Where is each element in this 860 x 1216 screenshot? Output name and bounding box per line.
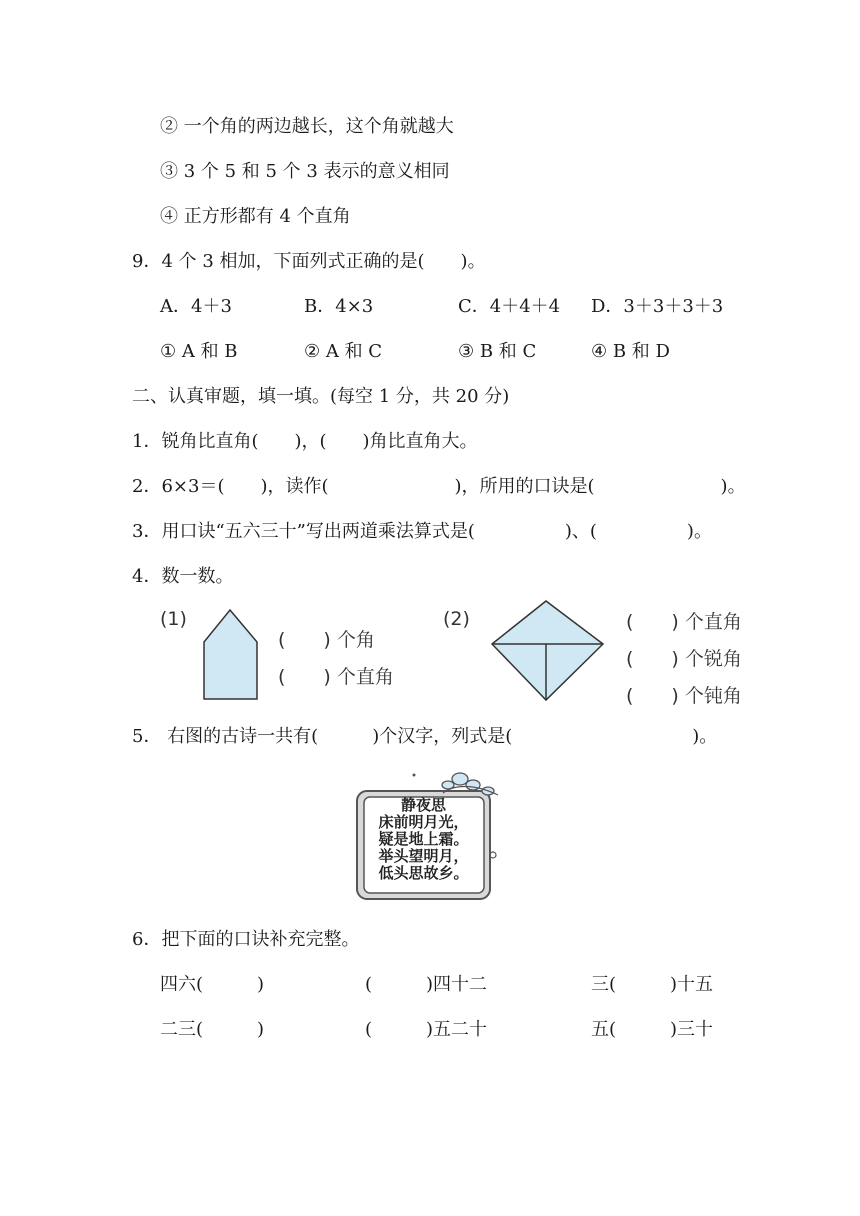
kite-figure [489,598,607,704]
q1: 1．锐角比直角( )，( )角比直角大。 [132,431,478,452]
q4-fig2-label: (2) [443,608,470,630]
q6-r2-c3: 五( )三十 [591,1019,714,1040]
q9-expr-c: C．4＋4＋4 [458,296,561,317]
q9-choice-4: ④ B 和 D [591,341,670,362]
q4-fig1-label: (1) [160,608,187,630]
q4: 4．数一数。 [132,566,234,587]
q6-r2-c2: ( )五二十 [365,1019,488,1040]
q2: 2．6×3＝( )，读作( )，所用的口诀是( )。 [132,476,746,497]
q5: 5． 右图的古诗一共有( )个汉字，列式是( )。 [132,726,718,747]
q6-r2-c1: 二三( ) [160,1019,265,1040]
poem-line-4: 低头思故乡。 [378,864,469,882]
poem-line-2: 疑是地上霜。 [378,830,469,848]
q4-fig2-blank-acute: ( ) 个锐角 [626,648,742,670]
q4-fig2-blank-right: ( ) 个直角 [626,611,742,633]
q4-fig2-blank-obtuse: ( ) 个钝角 [626,685,742,707]
q6-r1-c2: ( )四十二 [365,974,488,995]
q9-expr-a: A．4＋3 [160,296,232,317]
section-heading: 二、认真审题，填一填。(每空 1 分，共 20 分) [132,386,510,407]
q6: 6．把下面的口诀补充完整。 [132,929,360,950]
poem-line-1: 床前明月光， [378,813,469,831]
q4-fig1-blank-angles: ( ) 个角 [278,629,375,651]
q9-choice-1: ① A 和 B [160,341,238,362]
q4-fig1-blank-right: ( ) 个直角 [278,666,394,688]
option-3: ③ 3 个 5 和 5 个 3 表示的意义相同 [160,161,450,182]
q6-r1-c3: 三( )十五 [591,974,714,995]
option-4: ④ 正方形都有 4 个直角 [160,206,351,227]
q9-expr-b: B．4×3 [304,296,374,317]
q3: 3．用口诀“五六三十”写出两道乘法算式是( )、( )。 [132,521,712,542]
q9-stem: 9．4 个 3 相加，下面列式正确的是( )。 [132,251,486,272]
option-2: ② 一个角的两边越长，这个角就越大 [160,116,454,137]
pentagon-figure [200,607,262,703]
q9-expr-d: D．3＋3＋3＋3 [591,296,724,317]
poem-line-3: 举头望明月， [378,847,469,865]
poem-title: 静夜思 [400,796,446,814]
q9-choice-3: ③ B 和 C [458,341,537,362]
q6-r1-c1: 四六( ) [160,974,265,995]
q9-choice-2: ② A 和 C [304,341,383,362]
poem-text [366,797,481,882]
